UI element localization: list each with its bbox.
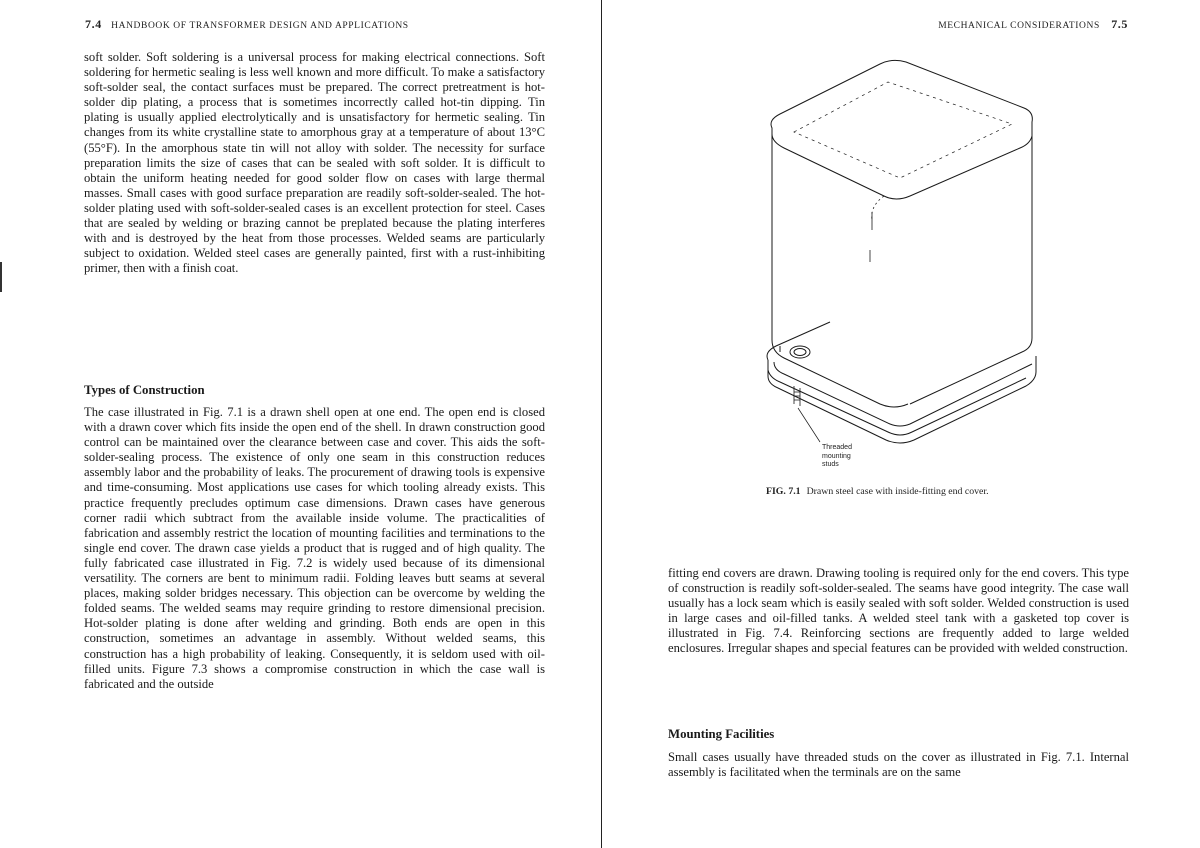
page-gutter xyxy=(601,0,602,848)
left-paragraph-construction: The case illustrated in Fig. 7.1 is a drawn shell open at one end. The open end is closed with a drawn cover which fits inside the open end of the shell. In drawn construction good control can be maintained over the clearance between case and cover. This aids the soft-solder-sealing process. The existence of only one seam in this construction reduces assembly labor and the probability of leaks. The procurement of drawing tools is expensive and time-consuming. Most applications use cases for which tooling already exists. This practice frequently precludes optimum case dimensions. Drawn cases have generous corner radii which subtract from the available inside volume. The practicalities of fabrication and assembly restrict the location of mounting facilities and terminations to the single end cover. The drawn case yields a product that is rugged and of high quality. The fully fabricated case illustrated in Fig. 7.2 is widely used because of its dimensional versatility. The corners are bent to minimum radii. Folding leaves butt seams at several places, making solder bridges necessary. This objection can be overcome by welding the folded seams. The welded seams may require grinding to restore dimensional precision. Hot-solder plating is done after welding and grinding. Both ends are open in this construction, sometimes an advantage in assembly. Without welded seams, this construction has a high probability of leaking. Consequently, it is seldom used with oil-filled units. Figure 7.3 shows a compromise construction in which the case wall is fabricated and the outside xyxy=(84,405,545,691)
figure-caption-text: Drawn steel case with inside-fitting end cover. xyxy=(806,486,989,497)
callout-line-3: studs xyxy=(822,461,839,468)
callout-line-1: Threaded xyxy=(822,444,852,451)
case-right-wall xyxy=(910,136,1032,404)
figure-callout xyxy=(822,444,852,470)
left-section xyxy=(84,382,545,398)
callout-line-2: mounting xyxy=(822,452,851,460)
right-para-2 xyxy=(668,750,1129,780)
right-paragraph-continued: fitting end covers are drawn. Drawing tooling is required only for the end covers. This type of construction is readily soft-solder-sealed. The seams have good integrity. The case wall usually has a lock seam which is easily sealed with soft solder. Welded construction is used in large cases and oil-filled tanks. A welded steel tank with a gasketed top cover is illustrated in Fig. 7.4. Reinforcing sections are frequently added to large welded enclosures. Irregular shapes and special features can be provided with welded construction. xyxy=(668,566,1129,656)
cover-plate-rim xyxy=(768,370,1026,435)
right-para-1 xyxy=(668,566,1129,657)
left-folio: 7.4 xyxy=(85,17,102,31)
right-folio: 7.5 xyxy=(1111,17,1128,31)
left-para-1 xyxy=(84,50,545,276)
left-running-title: HANDBOOK OF TRANSFORMER DESIGN AND APPLICATIONS xyxy=(111,21,409,31)
cover-boss-inner xyxy=(794,349,806,356)
right-section xyxy=(668,726,1129,742)
case-top-face xyxy=(771,60,1032,199)
section-heading-types-of-construction: Types of Construction xyxy=(84,383,205,397)
cover-boss xyxy=(790,346,810,358)
cover-plate-left xyxy=(767,322,830,360)
right-paragraph-mounting: Small cases usually have threaded studs on the cover as illustrated in Fig. 7.1. Internal assembly is facilitated when the terminals are on the same xyxy=(668,750,1129,780)
left-running-head xyxy=(85,17,409,32)
drawn-case-illustration xyxy=(750,40,1050,510)
callout-leader xyxy=(798,408,820,442)
left-paragraph-continued: soft solder. Soft soldering is a universal process for making electrical connections. Soft soldering for hermetic sealing is less well known and more difficult. To make a satisfactory soft-solder seal, the contact surfaces must be prepared. The correct pretreatment is hot-solder dip plating, a process that is sometimes incorrectly called hot-tin dipping. Tin plating is usually applied electrolytically and is unsatisfactory for hermetic sealing. Tin changes from its white crystalline state to amorphous gray at a temperature of about 13°C (55°F). In the amorphous state tin will not alloy with solder. The necessity for surface preparation limits the size of cases that can be sealed with soft solder. It is difficult to obtain the uniform heating needed for good solder flow on cases with large thermal masses. Small cases with good surface preparation are readily soft-solder-sealed. The hot-solder plating used with soft-solder-sealed cases is an excellent protection for steel. Cases that are sealed by welding or brazing cannot be preplated because the plating interferes with and is destroyed by the heat from those processes. Welded seams are particularly subject to oxidation. Welded steel cases are generally painted, first with a rust-inhibiting primer, then with a finish coat. xyxy=(84,50,545,276)
case-top-highlight xyxy=(794,82,1012,178)
left-para-2 xyxy=(84,405,545,692)
right-running-title: MECHANICAL CONSIDERATIONS xyxy=(938,21,1100,31)
figure-label: FIG. 7.1 xyxy=(766,486,801,497)
case-front-corner xyxy=(872,196,884,220)
figure-caption xyxy=(766,486,1026,498)
section-heading-mounting-facilities: Mounting Facilities xyxy=(668,727,775,741)
right-running-head xyxy=(938,17,1128,32)
